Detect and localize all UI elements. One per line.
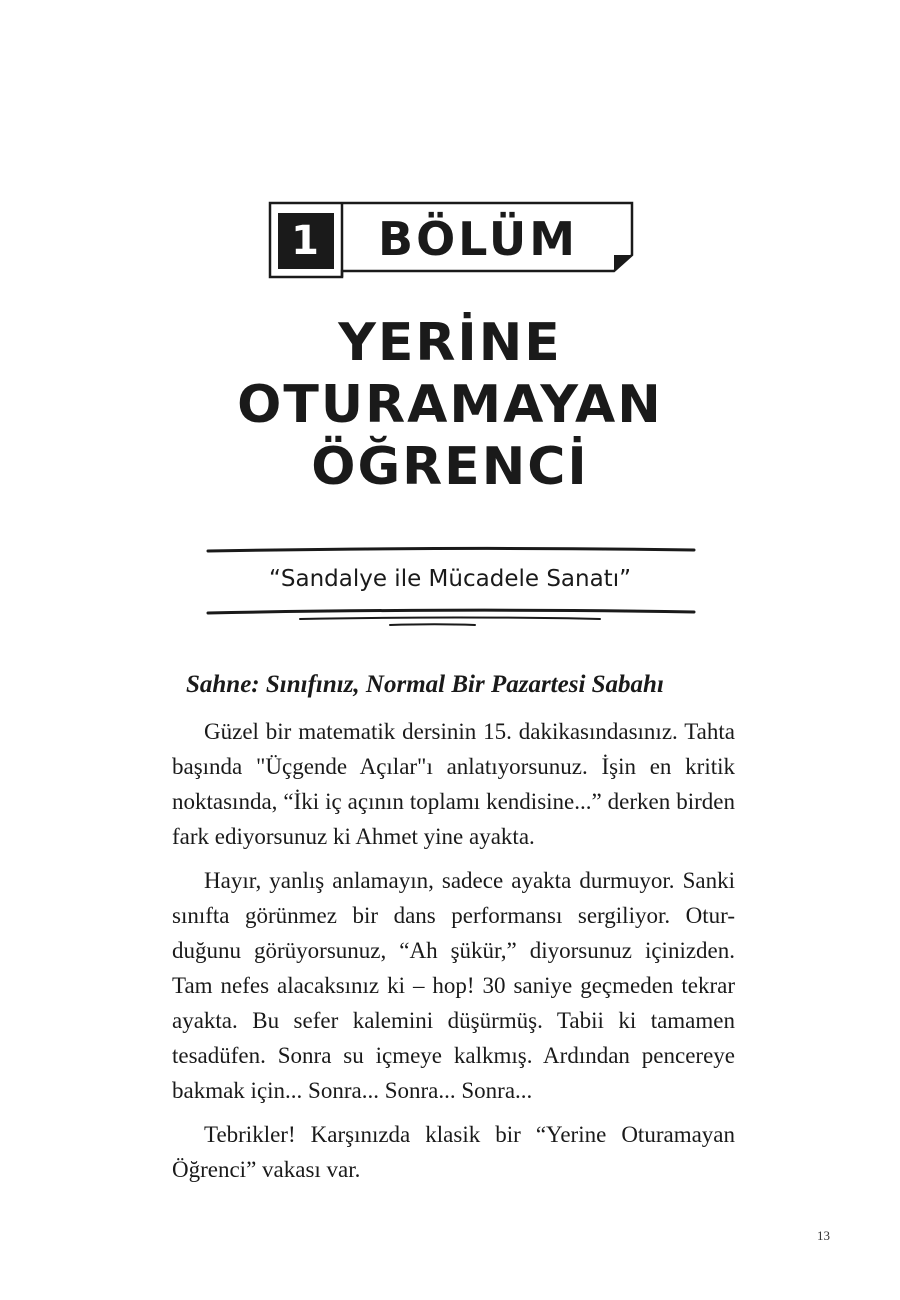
page-number: 13 (817, 1228, 830, 1243)
title-line-2: OTURAMAYAN (237, 375, 663, 435)
chapter-subtitle: “Sandalye ile Mücadele Sanatı” (268, 566, 632, 592)
paragraph: Güzel bir matematik dersinin 15. dakikasındasınız. Tahta başında "Üçgende Açılar"ı anlatıyorsunuz. İşin en kritik noktasında, “İki iç açının toplamı kendisine...” derken birden fark ediyorsunuz ki Ahmet yine ayakta. (172, 719, 735, 849)
subtitle-block (200, 540, 700, 630)
title-line-3: ÖĞRENCİ (311, 437, 589, 497)
chapter-label: BÖLÜM (378, 212, 578, 266)
chapter-number: 1 (291, 218, 319, 264)
paragraph: Hayır, yanlış anlamayın, sadece ayakta durmuyor. Sanki sınıfta görünmez bir dans performansı sergiliyor. Otur-duğunu görüyorsunuz, “Ah şükür,” diyorsunuz içinizden. Tam nefes alacaksınız ki – hop! 30 saniye geçmeden tekrar ayakta. Bu sefer kalemini düşürmüş. Tabii ki tamamen tesadüfen. Sonra su içmeye kalkmış. Ardından pencereye bakmak için... Sonra... Sonra... Sonra... (172, 868, 735, 1103)
chapter-title (150, 312, 750, 498)
title-line-1: YERİNE (338, 313, 562, 373)
paragraph: Tebrikler! Karşınızda klasik bir “Yerine Oturamayan Öğrenci” vakası var. (172, 1122, 735, 1182)
chapter-label-box (268, 201, 634, 279)
body-text (172, 714, 735, 1196)
scene-heading: Sahne: Sınıfınız, Normal Bir Pazartesi Sabahı (186, 671, 664, 698)
